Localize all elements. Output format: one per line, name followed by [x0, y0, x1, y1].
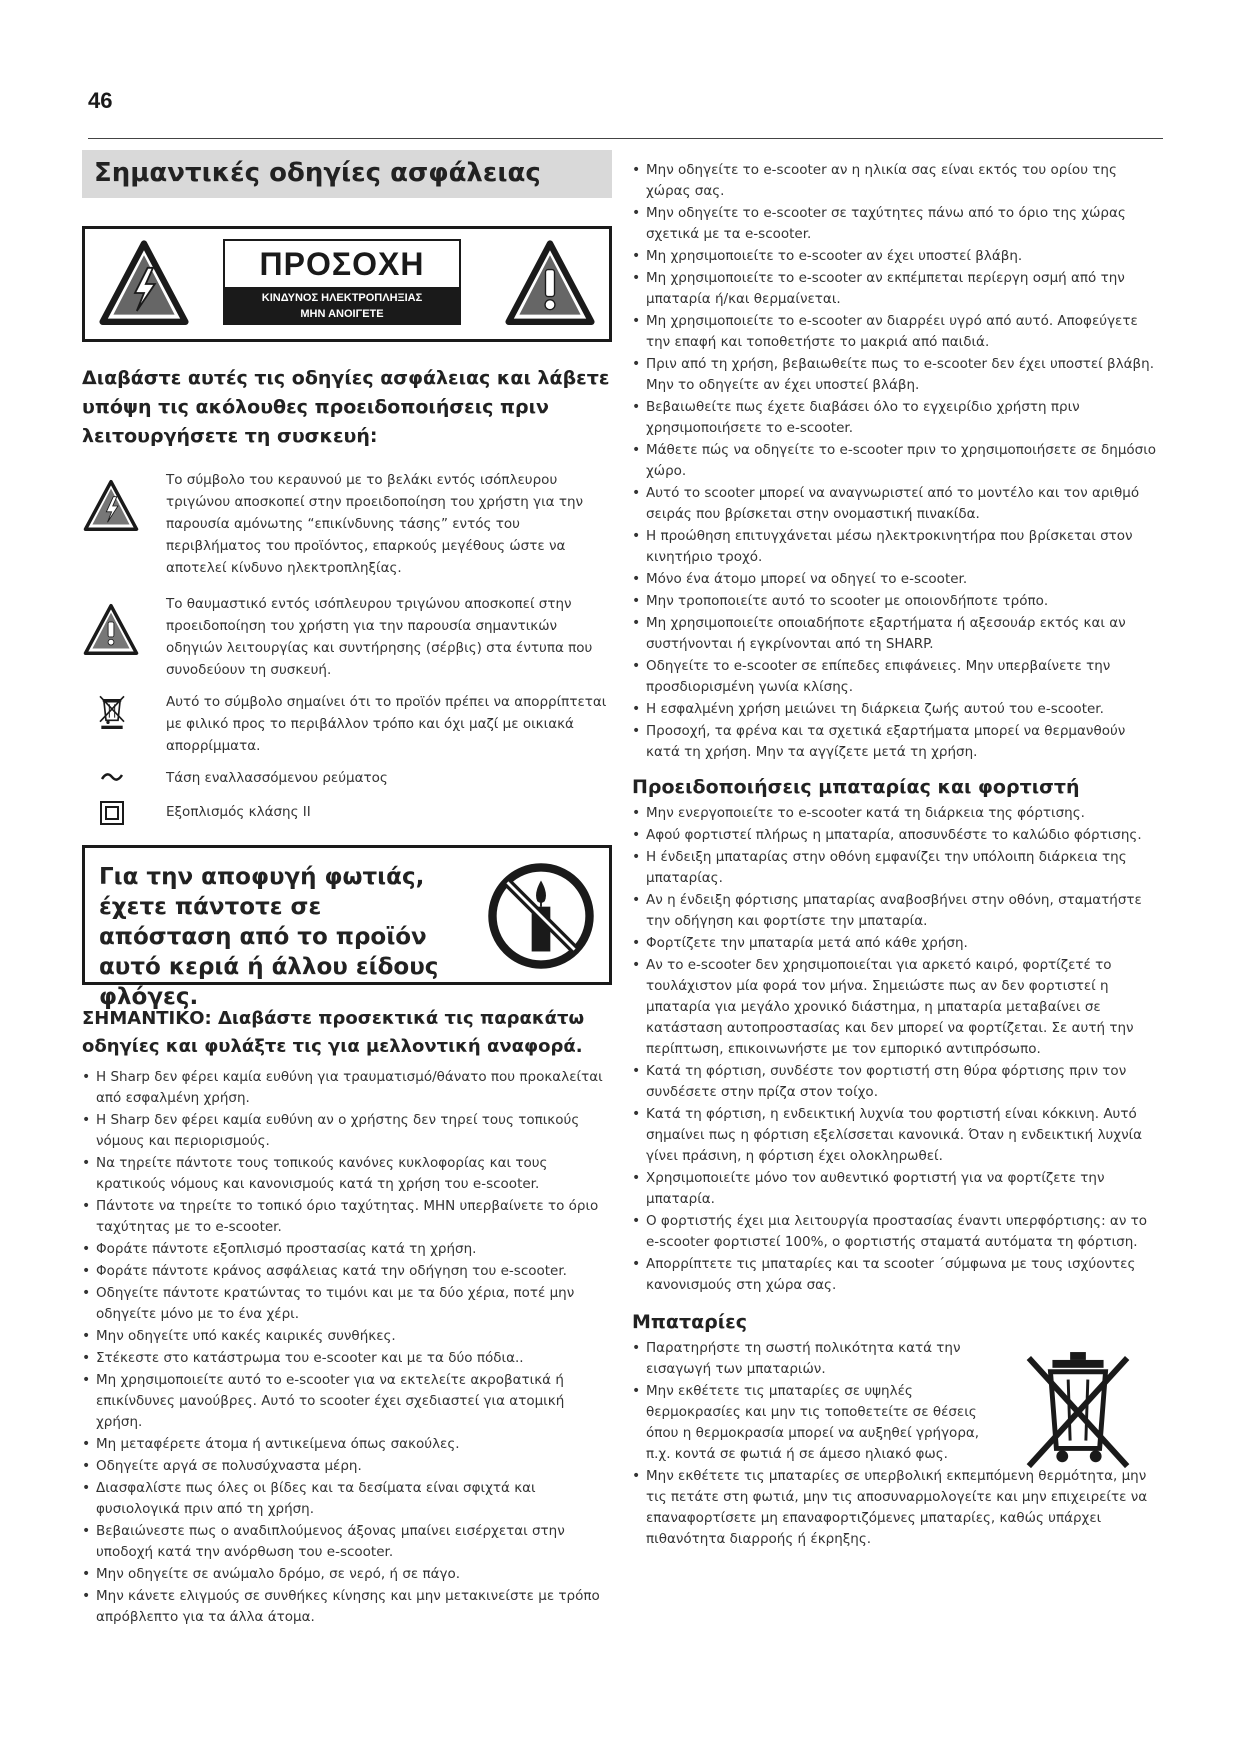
symbol-row-class-ii: [82, 801, 612, 823]
list-item: • Αυτό το scooter μπορεί να αναγνωριστεί από το μοντέλο και τον αριθμό σειράς που βρίσκεται στην ονομαστική πινακίδα.: [632, 483, 1157, 525]
no-candle-icon: [485, 860, 597, 972]
fire-warning-text: Για την αποφυγή φωτιάς, έχετε πάντοτε σε απόσταση από το προϊόν αυτό κεριά ή άλλου είδους φλόγες.: [99, 864, 439, 1010]
header-rule: [88, 138, 1163, 139]
symbol-row-ac: [82, 767, 612, 789]
list-item: • Μόνο ένα άτομο μπορεί να οδηγεί το e-scooter.: [632, 569, 1157, 590]
list-item: • Να τηρείτε πάντοτε τους τοπικούς κανόνες κυκλοφορίας και τους κρατικούς νόμους και κανονισμούς κατά τη χρήση του e-scooter.: [82, 1153, 612, 1195]
crossed-bin-icon: [92, 691, 132, 731]
list-item: • Μη χρησιμοποιείτε το e-scooter αν εκπέμπεται περίεργη οσμή από την μπαταρία ή/και θερμαίνεται.: [632, 268, 1157, 310]
list-item: • Βεβαιώνεστε πως ο αναδιπλούμενος άξονας μπαίνει εισέρχεται στην υποδοχή κατά την ανόρθωση του e-scooter.: [82, 1521, 612, 1563]
list-item: • Παρατηρήστε τη σωστή πολικότητα κατά την εισαγωγή των μπαταριών.: [632, 1338, 1157, 1380]
list-item: • Πριν από τη χρήση, βεβαιωθείτε πως το e-scooter δεν έχει υποστεί βλάβη. Μην το οδηγείτε αν έχει υποστεί βλάβη.: [632, 354, 1157, 396]
charger-list: [632, 803, 1157, 1296]
list-item: • Οδηγείτε πάντοτε κρατώντας το τιμόνι και με τα δύο χέρια, ποτέ μην οδηγείτε μόνο με το ένα χέρι.: [82, 1283, 612, 1325]
list-item: • Βεβαιωθείτε πως έχετε διαβάσει όλο το εγχειρίδιο χρήστη πριν χρησιμοποιήσετε το e-scooter.: [632, 397, 1157, 439]
exclamation-triangle-icon: [82, 601, 140, 659]
charger-heading: Προειδοποιήσεις μπαταρίας και φορτιστή: [632, 776, 1080, 798]
list-item: • Αν το e-scooter δεν χρησιμοποιείται για αρκετό καιρό, φορτίζετέ το τουλάχιστον μία φορά τον μήνα. Σημειώστε πως αν δεν φορτιστεί η μπαταρία για μεγάλο χρονικό διάστημα, η μπαταρία μεταβαίνει σε κατάσταση αυτοπροστασίας και δεν μπορεί να φορτίζεται. Σε αυτή την περίπτωση, επικοινωνήστε με τον εμπορικό αντιπρόσωπο.: [632, 955, 1157, 1060]
list-item: • Προσοχή, τα φρένα και τα σχετικά εξαρτήματα μπορεί να θερμανθούν κατά τη χρήση. Μην τα αγγίζετε μετά τη χρήση.: [632, 721, 1157, 763]
list-item: • Μην οδηγείτε υπό κακές καιρικές συνθήκες.: [82, 1326, 612, 1347]
list-item: • Πάντοτε να τηρείτε το τοπικό όριο ταχύτητας. ΜΗΝ υπερβαίνετε το όριο ταχύτητας με το e-scooter.: [82, 1196, 612, 1238]
list-item: • Αν η ένδειξη φόρτισης μπαταρίας αναβοσβήνει στην οθόνη, σταματήστε την οδήγηση και φορτίστε την μπαταρία.: [632, 890, 1157, 932]
caution-panel: [223, 239, 461, 325]
caution-subtext: [225, 287, 459, 325]
list-item: • Οδηγείτε το e-scooter σε επίπεδες επιφάνειες. Μην υπερβαίνετε την προσδιορισμένη γωνία κλίσης.: [632, 656, 1157, 698]
exclamation-triangle-icon: [505, 239, 595, 329]
list-item: • Μη χρησιμοποιείτε οποιαδήποτε εξαρτήματα ή αξεσουάρ εκτός και αν συστήνονται ή εγκρίνονται από τη SHARP.: [632, 613, 1157, 655]
list-item: • Διασφαλίστε πως όλες οι βίδες και τα δεσίματα είναι σφιχτά και φυσιολογικά πριν από τη χρήση.: [82, 1478, 612, 1520]
list-item: • Στέκεστε στο κατάστρωμα του e-scooter και με τα δύο πόδια..: [82, 1348, 612, 1369]
symbol-row-exclamation: [82, 593, 612, 681]
list-item: • Φοράτε πάντοτε κράνος ασφάλειας κατά την οδήγηση του e-scooter.: [82, 1261, 612, 1282]
list-item: • Κατά τη φόρτιση, η ενδεικτική λυχνία του φορτιστή είναι κόκκινη. Αυτό σημαίνει πως η φόρτιση εξελίσσεται κανονικά. Όταν η ενδεικτική λυχνία γίνει πράσινη, η φόρτιση έχει ολοκληρωθεί.: [632, 1104, 1157, 1167]
list-item: • Η ένδειξη μπαταρίας στην οθόνη εμφανίζει την υπόλοιπη διάρκεια της μπαταρίας.: [632, 847, 1157, 889]
caution-line-1: ΚΙΝΔΥΝΟΣ ΗΛΕΚΤΡΟΠΛΗΞΙΑΣ: [261, 292, 423, 304]
caution-label: [82, 226, 612, 342]
list-item: • Χρησιμοποιείτε μόνο τον αυθεντικό φορτιστή για να φορτίζετε την μπαταρία.: [632, 1168, 1157, 1210]
list-item: • Μη χρησιμοποιείτε το e-scooter αν έχει υποστεί βλάβη.: [632, 246, 1157, 267]
list-item: • Η Sharp δεν φέρει καμία ευθύνη αν ο χρήστης δεν τηρεί τους τοπικούς νόμους και περιορισμούς.: [82, 1110, 612, 1152]
list-item: • Η προώθηση επιτυγχάνεται μέσω ηλεκτροκινητήρα που βρίσκεται στον κινητήριο τροχό.: [632, 526, 1157, 568]
list-item: • Μην τροποποιείτε αυτό το scooter με οποιονδήποτε τρόπο.: [632, 591, 1157, 612]
safety-list: [82, 1067, 612, 1628]
list-item: • Μην κάνετε ελιγμούς σε συνθήκες κίνησης και μην μετακινείστε με τρόπο απρόβλεπτο για τα άλλα άτομα.: [82, 1586, 612, 1628]
symbol-text: Το θαυμαστικό εντός ισόπλευρου τριγώνου αποσκοπεί στην προειδοποίηση του χρήστη για την παρουσία σημαντικών οδηγιών λειτουργίας και συντήρησης (σέρβις) στα έντυπα που συνοδεύουν τη συσκευή.: [166, 596, 593, 678]
list-item: • Η Sharp δεν φέρει καμία ευθύνη για τραυματισμό/θάνατο που προκαλείται από εσφαλμένη χρήση.: [82, 1067, 612, 1109]
lightning-triangle-icon: [82, 477, 140, 535]
symbol-text: Αυτό το σύμβολο σημαίνει ότι το προϊόν πρέπει να απορρίπτεται με φιλικό προς το περιβάλλον τρόπο και όχι μαζί με οικιακά απορρίμματα.: [166, 694, 607, 754]
list-item: • Αφού φορτιστεί πλήρως η μπαταρία, αποσυνδέστε το καλώδιο φόρτισης.: [632, 825, 1157, 846]
battery-heading: Μπαταρίες: [632, 1311, 748, 1333]
class-ii-icon: [92, 793, 132, 833]
battery-section: [632, 1338, 1157, 1550]
symbol-row-weee: [82, 691, 612, 757]
list-item: • Μην οδηγείτε σε ανώμαλο δρόμο, σε νερό, ή σε πάγο.: [82, 1564, 612, 1585]
caution-word: ΠΡΟΣΟΧΗ: [259, 246, 425, 282]
list-item: • Μάθετε πώς να οδηγείτε το e-scooter πριν το χρησιμοποιήσετε σε δημόσιο χώρο.: [632, 440, 1157, 482]
list-item: • Οδηγείτε αργά σε πολυσύχναστα μέρη.: [82, 1456, 612, 1477]
symbol-row-lightning: [82, 469, 612, 579]
list-item: • Μην ενεργοποιείτε το e-scooter κατά τη διάρκεια της φόρτισης.: [632, 803, 1157, 824]
list-item: • Μην οδηγείτε το e-scooter αν η ηλικία σας είναι εκτός του ορίου της χώρας σας.: [632, 160, 1157, 202]
list-item: • Η εσφαλμένη χρήση μειώνει τη διάρκεια ζωής αυτού του e-scooter.: [632, 699, 1157, 720]
intro-heading: Διαβάστε αυτές τις οδηγίες ασφάλειας και λάβετε υπόψη τις ακόλουθες προειδοποιήσεις πριν λειτουργήσετε τη συσκευή:: [82, 367, 610, 447]
list-item: • Απορρίπτετε τις μπαταρίες και τα scooter ΄σύμφωνα με τους ισχύοντες κανονισμούς στη χώρα σας.: [632, 1254, 1157, 1296]
fire-warning-box: [82, 845, 612, 1010]
scooter-safety-list: [632, 160, 1157, 763]
ac-tilde-icon: [92, 757, 132, 797]
battery-list: [632, 1338, 1157, 1550]
page-number: 46: [88, 88, 113, 113]
lightning-triangle-icon: [99, 239, 189, 329]
symbol-text: Εξοπλισμός κλάσης II: [166, 804, 311, 820]
list-item: • Φορτίζετε την μπαταρία μετά από κάθε χρήση.: [632, 933, 1157, 954]
symbol-text: Το σύμβολο του κεραυνού με το βελάκι εντός ισόπλευρου τριγώνου αποσκοπεί στην προειδοποίηση του χρήστη για την παρουσία αμόνωτης “επικίνδυνης τάσης” εντός του περιβλήματος του προϊόντος, επαρκούς μεγέθους ώστε να αποτελεί κίνδυνο ηλεκτροπληξίας.: [166, 472, 584, 576]
section-title: Σημαντικές οδηγίες ασφάλειας: [82, 150, 612, 198]
list-item: • Φοράτε πάντοτε εξοπλισμό προστασίας κατά τη χρήση.: [82, 1239, 612, 1260]
list-item: • Μην οδηγείτε το e-scooter σε ταχύτητες πάνω από το όριο της χώρας σχετικά με τα e-scooter.: [632, 203, 1157, 245]
list-item: • Μη χρησιμοποιείτε το e-scooter αν διαρρέει υγρό από αυτό. Αποφεύγετε την επαφή και τοποθετήστε το μακριά από παιδιά.: [632, 311, 1157, 353]
list-item: • Κατά τη φόρτιση, συνδέστε τον φορτιστή στη θύρα φόρτισης πριν τον συνδέσετε στην πρίζα στον τοίχο.: [632, 1061, 1157, 1103]
list-item: • Μη μεταφέρετε άτομα ή αντικείμενα όπως σακούλες.: [82, 1434, 612, 1455]
list-item: • Μην εκθέτετε τις μπαταρίες σε υψηλές θερμοκρασίες και μην τις τοποθετείτε σε θέσεις όπου η θερμοκρασία μπορεί να αυξηθεί γρήγορα, π.χ. κοντά σε φωτιά ή σε άμεσο ηλιακό φως.: [632, 1381, 1157, 1465]
list-item: • Μην εκθέτετε τις μπαταρίες σε υπερβολική εκπεμπόμενη θερμότητα, μην τις πετάτε στη φωτιά, μην τις αποσυναρμολογείτε και μην επιχειρείτε να επαναφορτίσετε μη επαναφορτιζόμενες μπαταρίες, καθώς υπάρχει πιθανότητα διαρροής ή έκρηξης.: [632, 1466, 1157, 1550]
left-column: [82, 150, 612, 1629]
important-heading: ΣΗΜΑΝΤΙΚΟ: Διαβάστε προσεκτικά τις παρακάτω οδηγίες και φυλάξτε τις για μελλοντική αναφορά.: [82, 1008, 585, 1057]
symbol-text: Τάση εναλλασσόμενου ρεύματος: [166, 770, 388, 786]
right-column: [632, 160, 1157, 1551]
list-item: • Μη χρησιμοποιείτε αυτό το e-scooter για να εκτελείτε ακροβατικά ή επικίνδυνες μανούβρες. Αυτό το scooter έχει σχεδιαστεί για ατομική χρήση.: [82, 1370, 612, 1433]
list-item: • Ο φορτιστής έχει μια λειτουργία προστασίας έναντι υπερφόρτισης: αν το e-scooter φορτιστεί 100%, ο φορτιστής σταματά αυτόματα τη φόρτιση.: [632, 1211, 1157, 1253]
caution-line-2: ΜΗΝ ΑΝΟΙΓΕΤΕ: [300, 308, 384, 320]
